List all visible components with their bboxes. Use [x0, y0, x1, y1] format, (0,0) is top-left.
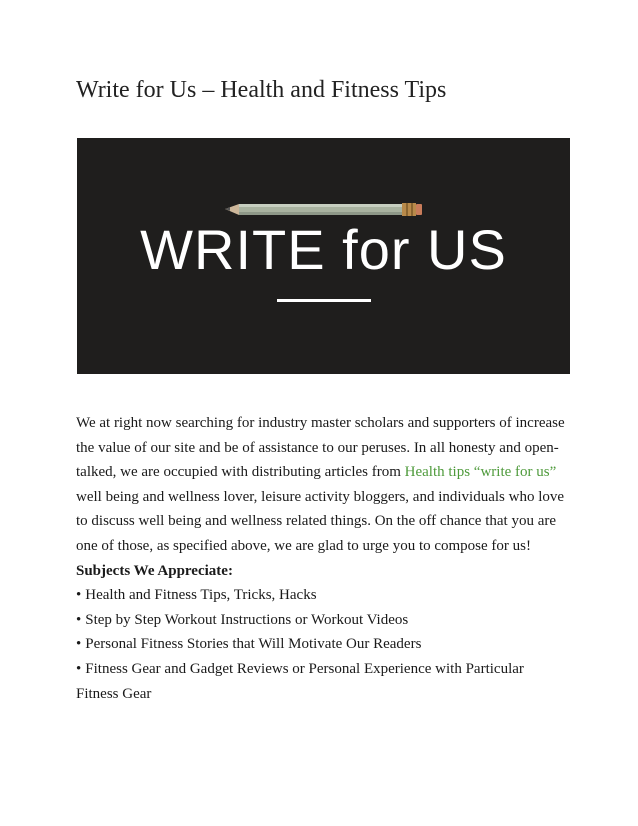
list-item	[76, 632, 566, 657]
list-item	[76, 657, 566, 706]
intro-paragraph	[76, 411, 566, 559]
list-item	[76, 583, 566, 608]
list-item-text: Health and Fitness Tips, Tricks, Hacks	[85, 587, 317, 604]
page-title: Write for Us – Health and Fitness Tips	[76, 77, 447, 103]
list-item-text: Fitness Gear and Gadget Reviews or Personal Experience with Particular Fitness Gear	[76, 660, 524, 702]
subjects-heading: Subjects We Appreciate:	[76, 562, 233, 579]
health-tips-link[interactable]: Health tips “write for us”	[404, 464, 557, 481]
subjects-list	[76, 583, 566, 706]
intro-text-before-link: We at right now searching for industry master scholars and supporters of increase the value of our site and be of assistance to our peruses. In all honesty and open-talked, we are occupied with distributing articles from	[76, 415, 565, 481]
write-for-us-banner-image	[77, 138, 570, 374]
bullet-icon: •	[76, 660, 82, 677]
banner-underline	[277, 299, 371, 302]
bullet-icon: •	[76, 611, 82, 628]
bullet-icon: •	[76, 636, 82, 653]
list-item-text: Step by Step Workout Instructions or Workout Videos	[85, 611, 409, 628]
list-item	[76, 608, 566, 633]
banner-text: WRITE for US	[140, 218, 507, 281]
list-item-text: Personal Fitness Stories that Will Motivate Our Readers	[85, 636, 422, 653]
bullet-icon: •	[76, 587, 82, 604]
article-body	[76, 411, 566, 706]
intro-text-after-link: well being and wellness lover, leisure activity bloggers, and individuals who love to discuss well being and wellness related things. On the off chance that you are one of those, as specified above, we are glad to urge you to compose for us!	[76, 488, 565, 554]
